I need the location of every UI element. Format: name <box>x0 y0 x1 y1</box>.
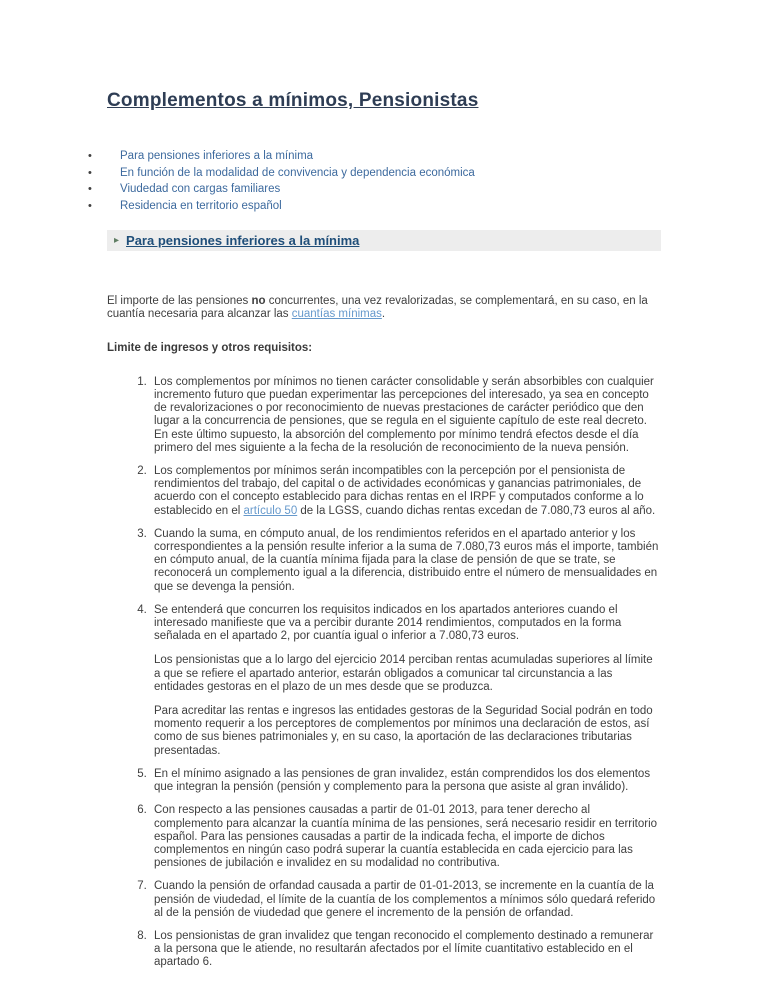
item-2-text-before: Los complementos por mínimos serán incompatibles con la percepción por el pensionista de rendimientos del trabajo, del capital o de actividades económicas y ganancias patrimoniales, de acuerdo con el concepto establecido para dichas rentas en el IRPF y computados conforme a lo establecido en el <box>154 465 644 517</box>
item-4-paragraph-2: Los pensionistas que a lo largo del ejercicio 2014 perciban rentas acumuladas superiores al límite a que se refiere el apartado anterior, estarán obligados a comunicar tal circunstancia a las entidades gestoras en el plazo de un mes desde que se produzca. <box>154 654 653 693</box>
page-title: Complementos a mínimos, Pensionistas <box>107 90 479 111</box>
requirements-list <box>107 376 661 970</box>
intro-text-3: . <box>381 308 386 321</box>
toc-link-residencia-espanol[interactable]: Residencia en territorio español <box>120 199 282 212</box>
list-item-8 <box>150 930 661 970</box>
bullet-icon: • <box>88 199 92 212</box>
list-item-2 <box>150 465 661 518</box>
toc-link-viudedad-cargas[interactable]: Viudedad con cargas familiares <box>120 183 281 195</box>
toc-item-residencia-espanol <box>88 198 661 215</box>
item-4-paragraph-3: Para acreditar las rentas e ingresos las entidades gestoras de la Seguridad Social podrán en todo momento requerir a los perceptores de complementos por mínimos una declaración de estos, así como de sus bienes patrimoniales y, en su caso, la aportación de las declaraciones tributarias presentadas. <box>154 705 653 757</box>
section-header-bar <box>107 230 661 251</box>
arrow-right-icon: ▸ <box>114 234 120 246</box>
item-4-paragraph-1: 4. Se entenderá que concurren los requisitos indicados en los apartados anteriores cuando el interesado manifieste que va a percibir durante 2014 rendimientos, computados en la forma señalada en el apartado 2, por cuantía igual o inferior a 7.080,73 euros. <box>154 603 622 643</box>
intro-text-1: El importe de las pensiones <box>107 295 252 307</box>
section-heading: Para pensiones inferiores a la mínima <box>126 233 360 248</box>
toc-item-pensiones-inferiores <box>88 148 661 165</box>
item-2-text-after: de la LGSS, cuando dichas rentas excedan de 7.080,73 euros al año. <box>297 504 656 517</box>
list-item-1 <box>150 376 661 455</box>
intro-paragraph <box>107 295 661 322</box>
toc-item-modalidad-convivencia <box>88 165 661 182</box>
intro-text-2: concurrentes, una vez revalorizadas, se complementará, en su caso, en la cuantía necesaria para alcanzar las <box>107 295 648 321</box>
item-7-text: Cuando la pensión de orfandad causada a partir de 01-01-2013, se incremente en la cuantía de la pensión de viudedad, el límite de la cuantía de los complementos a mínimos sólo quedará referido al de la pensión de viudedad que genere el incremento de la pensión de orfandad. <box>154 880 656 919</box>
cuantias-minimas-link[interactable]: cuantías mínimas <box>291 308 382 321</box>
list-item-4 <box>150 604 661 758</box>
list-item-3 <box>150 528 661 594</box>
requirements-heading: Limite de ingresos y otros requisitos: <box>107 341 313 354</box>
item-5-text: En el mínimo asignado a las pensiones de gran invalidez, están comprendidos los dos elementos que integran la pensión (pensión y complemento para la persona que asiste al gran inválido). <box>154 767 651 794</box>
list-item-5 <box>150 768 661 794</box>
toc-list <box>88 148 661 214</box>
toc-item-viudedad-cargas <box>88 181 661 198</box>
item-6-text: Con respecto a las pensiones causadas a partir de 01-01 2013, para tener derecho al complemento para alcanzar la cuantía mínima de las pensiones, será necesario residir en territorio español. Para las pensiones causadas a partir de la indicada fecha, el importe de dichos complementos en ningún caso podrá superar la cuantía establecida en cada ejercicio para las pensiones de jubilación e invalidez en su modalidad no contributiva. <box>154 804 658 870</box>
intro-bold-no: no <box>251 295 266 307</box>
item-8-text: Los pensionistas de gran invalidez que tengan reconocido el complemento destinado a remunerar a la persona que le atiende, no resultarán afectados por el límite cuantitativo establecido en el apartado 6. <box>154 929 654 969</box>
articulo-50-link[interactable]: artículo 50 <box>243 504 298 517</box>
list-item-7 <box>150 880 661 920</box>
toc-link-pensiones-inferiores[interactable]: Para pensiones inferiores a la mínima <box>120 150 314 162</box>
toc-link-modalidad-convivencia[interactable]: En función de la modalidad de convivencia y dependencia económica <box>120 166 475 179</box>
item-3-text: Cuando la suma, en cómputo anual, de los rendimientos referidos en el apartado anterior y los correspondientes a la pensión resulte inferior a la suma de 7.080,73 euros más el importe, también en cómputo anual, de la cuantía mínima fijada para la clase de pensión de que se trate, se reconocerá un complemento igual a la diferencia, distribuido entre el número de mensualidades en que se devenga la pensión. <box>154 527 659 593</box>
item-1-text: Los complementos por mínimos no tienen carácter consolidable y serán absorbibles con cualquier incremento futuro que puedan experimentar las percepciones del interesado, ya sea en concepto de revalorizaciones o por reconocimiento de nuevas prestaciones de carácter periódico que den lugar a la concurrencia de pensiones, que se regula en el siguiente capítulo de este real decreto. En este último supuesto, la absorción del complemento por mínimo tendrá efectos desde el día primero del mes siguiente a la fecha de la resolución de reconocimiento de la nueva pensión. <box>154 375 654 454</box>
list-item-6 <box>150 804 661 870</box>
bullet-icon: • <box>88 150 92 162</box>
bullet-icon: • <box>88 166 92 179</box>
bullet-icon: • <box>88 183 92 195</box>
